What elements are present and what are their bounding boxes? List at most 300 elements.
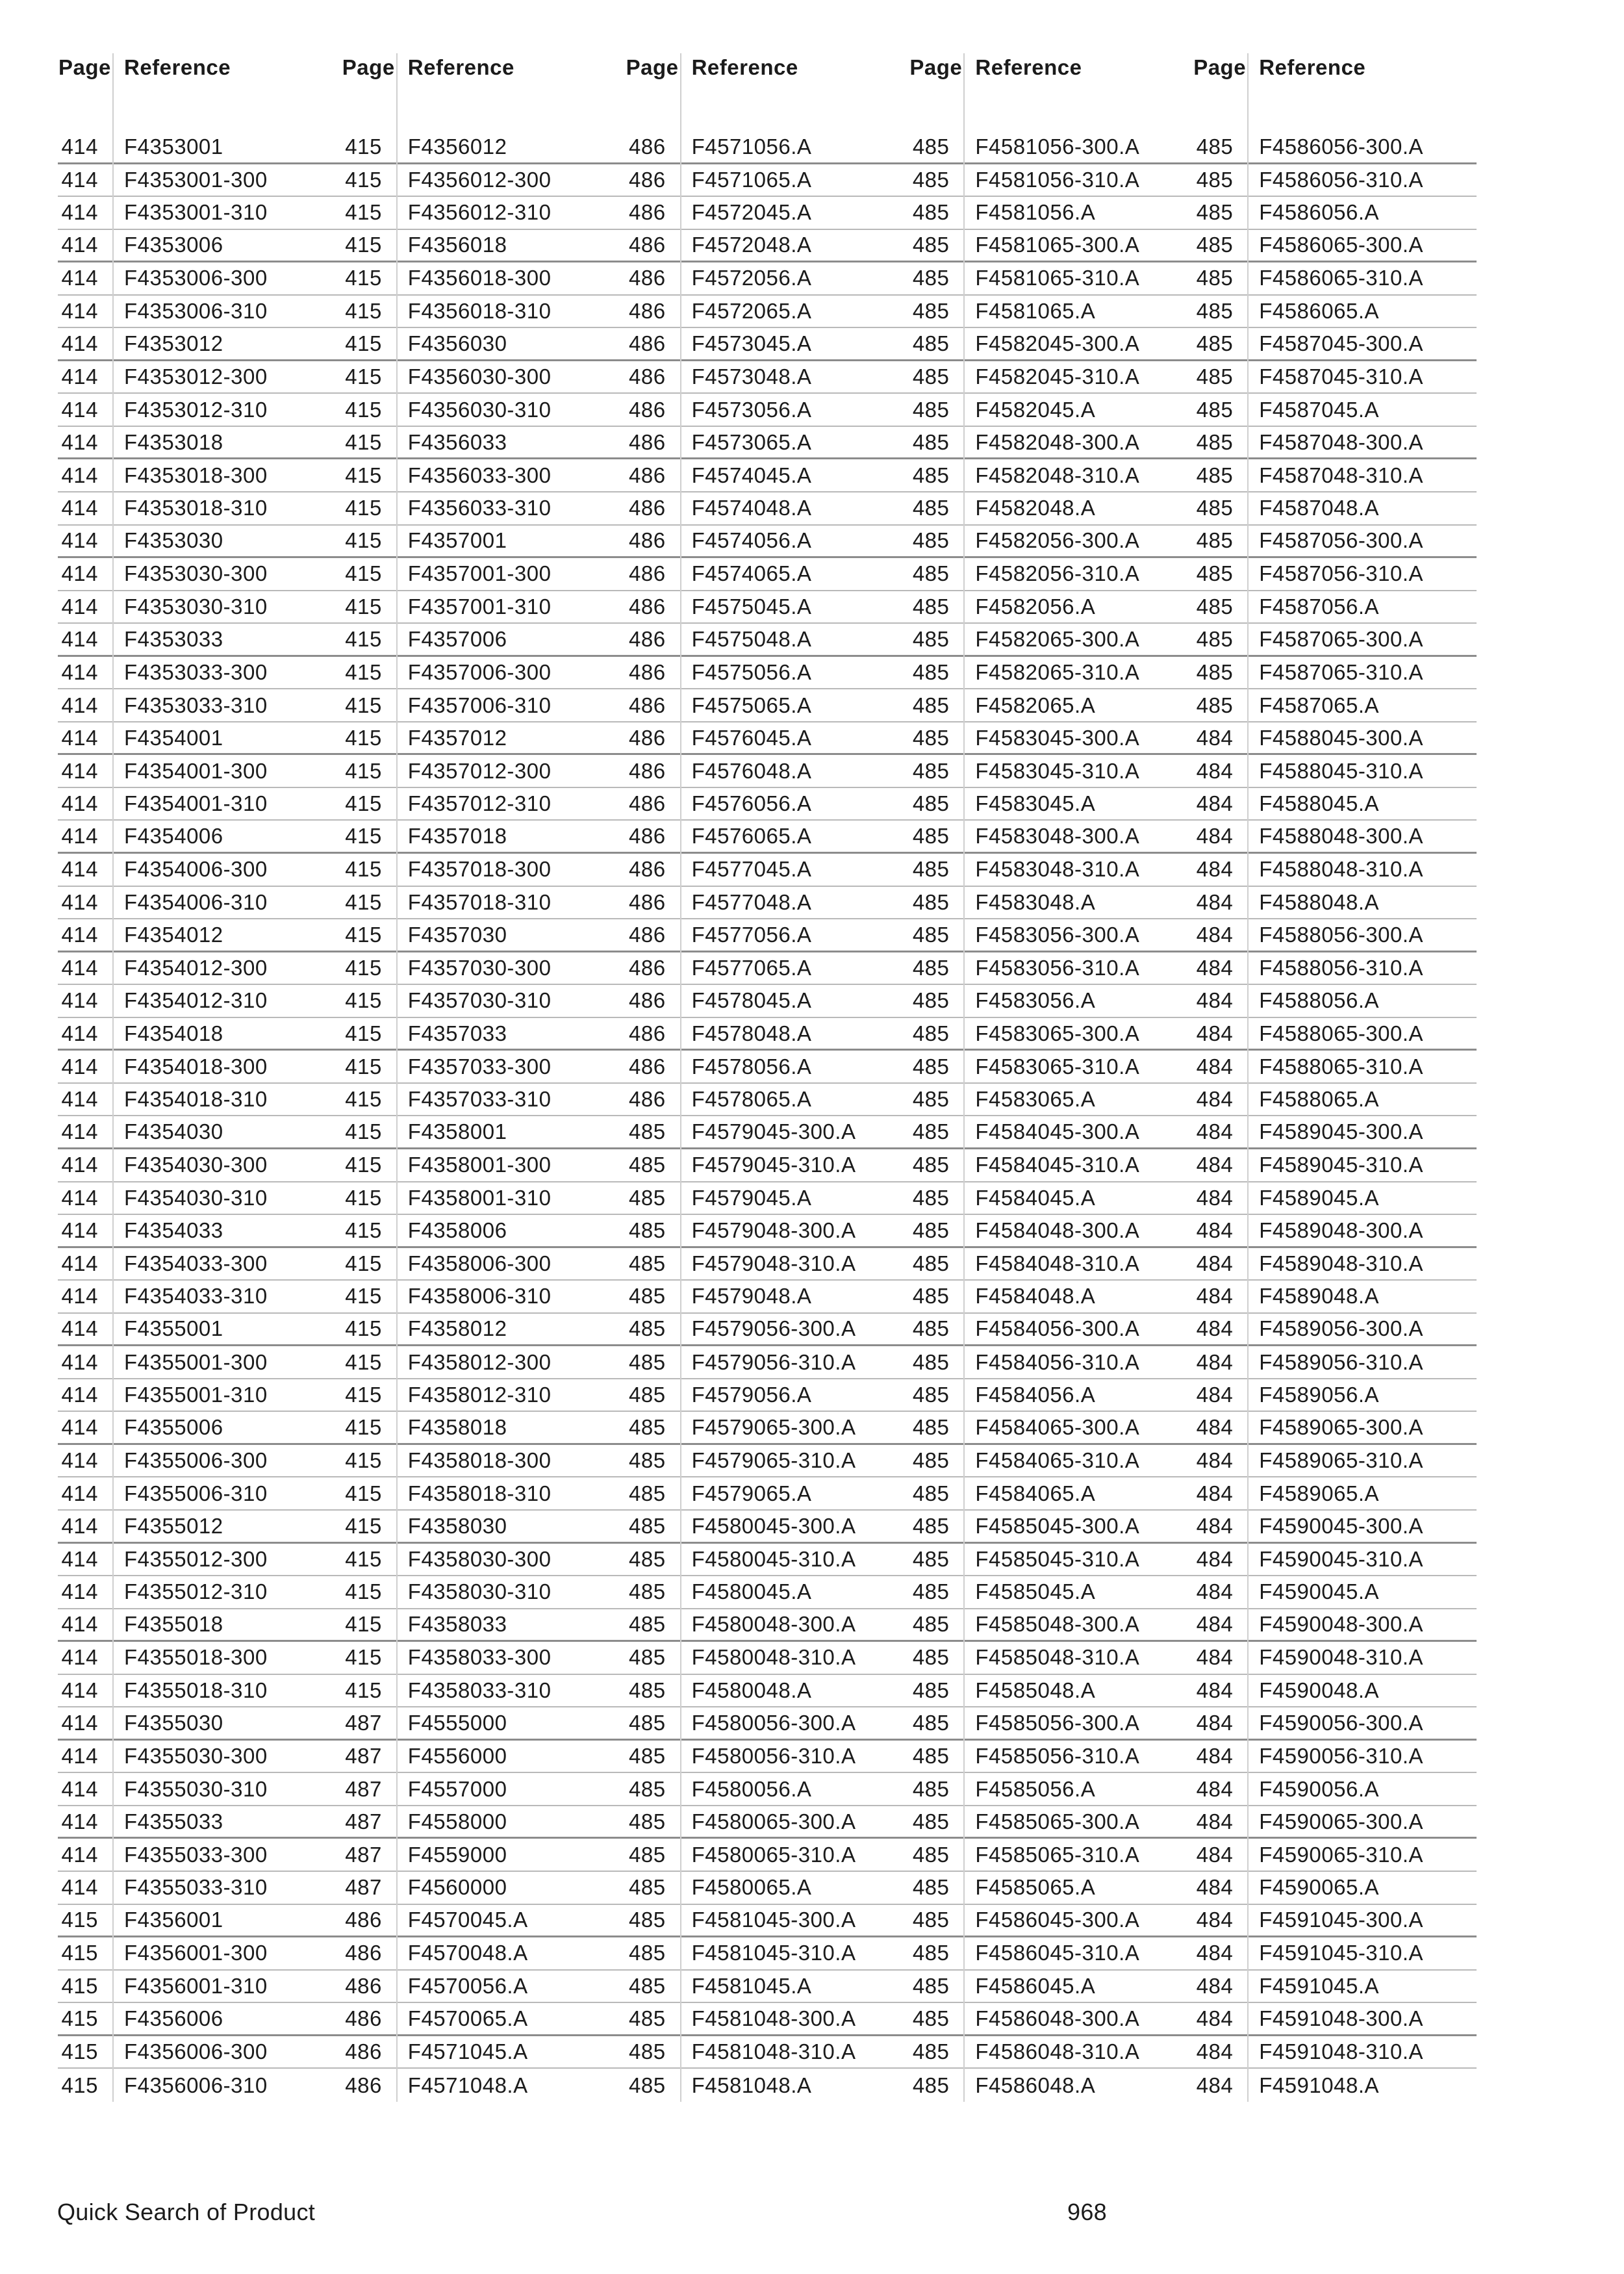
table-row <box>58 427 342 460</box>
footer-title: Quick Search of Product <box>57 2199 316 2225</box>
page-cell: 486 <box>629 693 666 717</box>
reference-cell: F4579065-310.A <box>691 1448 856 1473</box>
table-row <box>342 1445 626 1478</box>
reference-cell: F4584056-300.A <box>975 1316 1140 1341</box>
table-row <box>1193 164 1477 198</box>
table-row <box>626 1905 909 1938</box>
page-cell: 415 <box>345 955 382 980</box>
reference-cell: F4585045-300.A <box>975 1513 1140 1538</box>
page-cell: 484 <box>1196 1612 1234 1637</box>
reference-cell: F4580048-310.A <box>691 1645 856 1670</box>
table-row <box>342 1839 626 1872</box>
reference-cell: F4356030-310 <box>407 397 552 422</box>
page-cell: 415 <box>345 626 382 651</box>
reference-cell: F4356001-300 <box>124 1941 268 1965</box>
reference-cell: F4579048-300.A <box>691 1218 856 1242</box>
table-row <box>58 1872 342 1905</box>
reference-cell: F4586056-300.A <box>1259 134 1424 159</box>
page-cell: 486 <box>345 2073 382 2097</box>
reference-cell: F4582065.A <box>975 693 1096 717</box>
reference-cell: F4353012-300 <box>124 364 268 389</box>
reference-cell: F4355001 <box>124 1316 223 1341</box>
reference-cell: F4587056.A <box>1259 594 1379 619</box>
page-cell: 414 <box>61 1678 98 1702</box>
page-cell: 485 <box>629 1546 666 1571</box>
reference-cell: F4355006-310 <box>124 1481 268 1505</box>
reference-cell: F4590056-310.A <box>1259 1744 1424 1769</box>
reference-cell: F4581045.A <box>691 1973 812 1998</box>
page-cell: 484 <box>1196 1776 1234 1801</box>
page-cell: 415 <box>345 1119 382 1144</box>
reference-cell: F4355033 <box>124 1809 223 1833</box>
reference-cell: F4584048-310.A <box>975 1251 1140 1275</box>
table-row <box>626 1018 909 1051</box>
page-cell: 485 <box>629 1153 666 1177</box>
table-row <box>626 919 909 952</box>
table-row <box>58 1741 342 1774</box>
table-row <box>626 1544 909 1577</box>
reference-cell: F4590048-300.A <box>1259 1612 1424 1637</box>
page-cell: 485 <box>1196 561 1234 586</box>
page-cell: 486 <box>629 496 666 520</box>
table-row <box>626 1215 909 1248</box>
table-row <box>626 854 909 887</box>
page-cell: 485 <box>1196 331 1234 356</box>
table-row <box>909 1018 1193 1051</box>
page-cell: 485 <box>629 1415 666 1440</box>
table-row <box>626 1445 909 1478</box>
table-row <box>1193 1084 1477 1117</box>
page-cell: 415 <box>345 167 382 192</box>
page-cell: 485 <box>912 1513 950 1538</box>
reference-cell: F4581048-310.A <box>691 2039 856 2063</box>
reference-cell: F4585045.A <box>975 1579 1096 1604</box>
page-cell: 485 <box>912 364 950 389</box>
page-cell: 485 <box>912 725 950 750</box>
table-row <box>1193 526 1477 559</box>
page-cell: 484 <box>1196 955 1234 980</box>
page-cell: 414 <box>61 1383 98 1407</box>
reference-cell: F4589065.A <box>1259 1481 1379 1505</box>
reference-cell: F4574045.A <box>691 463 812 487</box>
reference-cell: F4357030-310 <box>407 988 552 1013</box>
table-row <box>909 492 1193 526</box>
table-row <box>909 1642 1193 1675</box>
table-row <box>626 230 909 263</box>
page-cell: 484 <box>1196 1513 1234 1538</box>
page-cell: 487 <box>345 1875 382 1900</box>
reference-cell: F4584065-310.A <box>975 1448 1140 1473</box>
column-group-2 <box>342 53 626 2102</box>
reference-cell: F4582056.A <box>975 594 1096 619</box>
reference-cell: F4357018-300 <box>407 857 552 882</box>
table-row <box>1193 558 1477 591</box>
page-cell: 486 <box>345 1908 382 1932</box>
reference-cell: F4353001-300 <box>124 167 268 192</box>
reference-cell: F4580065-310.A <box>691 1842 856 1867</box>
table-row <box>626 164 909 198</box>
reference-cell: F4590045.A <box>1259 1579 1379 1604</box>
reference-cell: F4590065-310.A <box>1259 1842 1424 1867</box>
table-row <box>342 1018 626 1051</box>
page-cell: 485 <box>912 1612 950 1637</box>
table-row <box>342 722 626 756</box>
table-row <box>909 296 1193 329</box>
table-row <box>342 1379 626 1412</box>
table-row <box>626 427 909 460</box>
page-cell: 485 <box>1196 660 1234 685</box>
table-row <box>909 1248 1193 1281</box>
page-cell: 485 <box>912 1153 950 1177</box>
table-row <box>1193 1379 1477 1412</box>
table-row <box>1193 131 1477 164</box>
table-row <box>342 1346 626 1379</box>
table-row <box>909 1576 1193 1609</box>
table-row <box>1193 624 1477 657</box>
reference-cell: F4590048.A <box>1259 1678 1379 1702</box>
table-row <box>909 1281 1193 1314</box>
table-row <box>1193 689 1477 722</box>
table-row <box>626 1314 909 1347</box>
table-row <box>909 689 1193 722</box>
reference-cell: F4584065.A <box>975 1481 1096 1505</box>
table-row <box>909 2003 1193 2036</box>
reference-cell: F4583065.A <box>975 1087 1096 1112</box>
table-row <box>342 328 626 361</box>
page-cell: 486 <box>629 955 666 980</box>
reference-cell: F4354033-310 <box>124 1284 268 1309</box>
reference-cell: F4584045.A <box>975 1185 1096 1210</box>
page-cell: 415 <box>345 1054 382 1079</box>
table-row <box>342 1806 626 1839</box>
page-cell: 486 <box>629 200 666 225</box>
reference-cell: F4353033 <box>124 626 223 651</box>
reference-cell: F4589048.A <box>1259 1284 1379 1309</box>
table-row <box>909 722 1193 756</box>
page-cell: 485 <box>629 1973 666 1998</box>
page-cell: 485 <box>912 1941 950 1965</box>
reference-cell: F4358012-300 <box>407 1349 552 1374</box>
reference-cell: F4353012-310 <box>124 397 268 422</box>
table-row <box>909 1511 1193 1544</box>
page-cell: 485 <box>629 1678 666 1702</box>
page-cell: 484 <box>1196 1448 1234 1473</box>
reference-cell: F4558000 <box>407 1809 507 1833</box>
reference-cell: F4589065-310.A <box>1259 1448 1424 1473</box>
column-group-4 <box>909 53 1193 2102</box>
table-row <box>909 427 1193 460</box>
table-row <box>1193 1971 1477 2004</box>
reference-cell: F4583065-300.A <box>975 1021 1140 1045</box>
reference-cell: F4587048-300.A <box>1259 429 1424 454</box>
page-cell: 414 <box>61 791 98 816</box>
page-cell: 485 <box>629 1908 666 1932</box>
table-row <box>909 1051 1193 1084</box>
reference-cell: F4582045-300.A <box>975 331 1140 356</box>
page-cell: 485 <box>912 1645 950 1670</box>
column-divider <box>963 53 965 2102</box>
reference-cell: F4581045-310.A <box>691 1941 856 1965</box>
table-row <box>58 887 342 920</box>
reference-cell: F4580065-300.A <box>691 1809 856 1833</box>
table-row <box>1193 887 1477 920</box>
page-cell: 414 <box>61 1513 98 1538</box>
reference-cell: F4357001-310 <box>407 594 552 619</box>
reference-cell: F4584045-300.A <box>975 1119 1140 1144</box>
page-cell: 414 <box>61 1087 98 1112</box>
table-row <box>1193 1412 1477 1445</box>
table-row <box>909 1839 1193 1872</box>
reference-cell: F4354001-310 <box>124 791 268 816</box>
table-row <box>626 1149 909 1182</box>
page-cell: 485 <box>912 758 950 783</box>
table-row <box>58 1576 342 1609</box>
column-header <box>626 53 909 131</box>
table-row <box>626 2036 909 2069</box>
table-row <box>909 394 1193 427</box>
table-row <box>1193 1609 1477 1642</box>
table-row <box>58 1773 342 1806</box>
page-cell: 485 <box>629 1251 666 1275</box>
reference-cell: F4588048.A <box>1259 889 1379 914</box>
table-row <box>909 1477 1193 1511</box>
reference-cell: F4355030-300 <box>124 1744 268 1769</box>
table-row <box>342 1544 626 1577</box>
reference-cell: F4559000 <box>407 1842 507 1867</box>
column-divider <box>396 53 398 2102</box>
page-cell: 485 <box>629 1776 666 1801</box>
page-cell: 414 <box>61 824 98 849</box>
page-cell: 486 <box>629 429 666 454</box>
reference-cell: F4581048-300.A <box>691 2006 856 2030</box>
table-row <box>909 919 1193 952</box>
page-cell: 486 <box>629 233 666 257</box>
reference-cell: F4570045.A <box>407 1908 528 1932</box>
table-row <box>342 296 626 329</box>
page-cell: 484 <box>1196 1842 1234 1867</box>
page-cell: 485 <box>912 167 950 192</box>
reference-cell: F4353001-310 <box>124 200 268 225</box>
table-row <box>1193 427 1477 460</box>
reference-cell: F4358006-300 <box>407 1251 552 1275</box>
reference-cell: F4575048.A <box>691 626 812 651</box>
page-cell: 415 <box>345 1021 382 1045</box>
table-row <box>626 1675 909 1708</box>
table-row <box>342 1182 626 1216</box>
reference-cell: F4590045-310.A <box>1259 1546 1424 1571</box>
reference-cell: F4588056-300.A <box>1259 922 1424 947</box>
page-cell: 414 <box>61 134 98 159</box>
page-cell: 414 <box>61 1185 98 1210</box>
table-row <box>909 262 1193 296</box>
table-row <box>342 1707 626 1741</box>
reference-cell: F4591048-300.A <box>1259 2006 1424 2030</box>
reference-cell: F4582048-310.A <box>975 463 1140 487</box>
reference-cell: F4356006-300 <box>124 2039 268 2063</box>
table-row <box>909 164 1193 198</box>
table-row <box>342 558 626 591</box>
page-cell: 485 <box>912 1218 950 1242</box>
page-cell: 414 <box>61 1316 98 1341</box>
page-cell: 486 <box>629 1087 666 1112</box>
reference-cell: F4584048.A <box>975 1284 1096 1309</box>
table-row <box>58 854 342 887</box>
reference-cell: F4358001-300 <box>407 1153 552 1177</box>
reference-cell: F4587048.A <box>1259 496 1379 520</box>
page-cell: 415 <box>345 1448 382 1473</box>
column-header <box>342 53 626 131</box>
table-row <box>626 755 909 788</box>
reference-cell: F4591048-310.A <box>1259 2039 1424 2063</box>
reference-cell: F4353012 <box>124 331 223 356</box>
table-row <box>626 1379 909 1412</box>
reference-column-label: Reference <box>691 55 798 79</box>
reference-cell: F4353006-300 <box>124 266 268 290</box>
reference-cell: F4353030 <box>124 528 223 553</box>
page-cell: 484 <box>1196 791 1234 816</box>
table-row <box>909 1445 1193 1478</box>
table-row <box>342 1609 626 1642</box>
page-cell: 485 <box>912 561 950 586</box>
page-cell: 484 <box>1196 1546 1234 1571</box>
reference-cell: F4580045-300.A <box>691 1513 856 1538</box>
page-cell: 484 <box>1196 725 1234 750</box>
reference-cell: F4573045.A <box>691 331 812 356</box>
table-row <box>58 1445 342 1478</box>
reference-cell: F4356006-310 <box>124 2073 268 2097</box>
table-row <box>342 854 626 887</box>
page-cell: 415 <box>345 791 382 816</box>
page-cell: 486 <box>629 364 666 389</box>
page-cell: 484 <box>1196 1218 1234 1242</box>
table-row <box>909 624 1193 657</box>
reference-cell: F4587056-310.A <box>1259 561 1424 586</box>
page-cell: 485 <box>912 233 950 257</box>
page-cell: 485 <box>629 1119 666 1144</box>
reference-cell: F4353006 <box>124 233 223 257</box>
reference-cell: F4358033-310 <box>407 1678 552 1702</box>
page-cell: 484 <box>1196 1054 1234 1079</box>
reference-cell: F4590048-310.A <box>1259 1645 1424 1670</box>
page-cell: 484 <box>1196 1185 1234 1210</box>
table-row <box>1193 459 1477 492</box>
page-column-label: Page <box>626 55 679 79</box>
table-row <box>58 1281 342 1314</box>
page-cell: 485 <box>1196 463 1234 487</box>
reference-cell: F4356001-310 <box>124 1973 268 1998</box>
table-row <box>1193 361 1477 394</box>
page-cell: 485 <box>912 1481 950 1505</box>
page-cell: 486 <box>629 791 666 816</box>
page-cell: 485 <box>912 1251 950 1275</box>
table-row <box>1193 1281 1477 1314</box>
table-row <box>909 1872 1193 1905</box>
reference-cell: F4589045-300.A <box>1259 1119 1424 1144</box>
table-row <box>909 788 1193 821</box>
reference-cell: F4572065.A <box>691 299 812 323</box>
page-cell: 486 <box>629 266 666 290</box>
reference-cell: F4358033-300 <box>407 1645 552 1670</box>
table-row <box>58 197 342 230</box>
reference-cell: F4580056.A <box>691 1776 812 1801</box>
page-cell: 414 <box>61 233 98 257</box>
page-cell: 485 <box>912 1875 950 1900</box>
table-row <box>909 328 1193 361</box>
page-cell: 414 <box>61 200 98 225</box>
page-cell: 414 <box>61 1284 98 1309</box>
page-cell: 485 <box>629 1513 666 1538</box>
reference-cell: F4589045-310.A <box>1259 1153 1424 1177</box>
reference-cell: F4358030 <box>407 1513 507 1538</box>
reference-cell: F4353018-310 <box>124 496 268 520</box>
table-row <box>58 1544 342 1577</box>
page-cell: 486 <box>345 1941 382 1965</box>
table-row <box>58 1642 342 1675</box>
page-cell: 414 <box>61 1546 98 1571</box>
page-column-label: Page <box>1193 55 1247 79</box>
reference-cell: F4355030-310 <box>124 1776 268 1801</box>
table-row <box>626 591 909 624</box>
page-cell: 485 <box>1196 496 1234 520</box>
table-row <box>342 887 626 920</box>
page-cell: 414 <box>61 1415 98 1440</box>
reference-cell: F4357033-300 <box>407 1054 552 1079</box>
table-row <box>909 755 1193 788</box>
table-row <box>1193 1806 1477 1839</box>
reference-cell: F4355001-300 <box>124 1349 268 1374</box>
reference-cell: F4588065-310.A <box>1259 1054 1424 1079</box>
reference-cell: F4354033 <box>124 1218 223 1242</box>
page-cell: 414 <box>61 1776 98 1801</box>
table-row <box>1193 1839 1477 1872</box>
page-cell: 485 <box>1196 364 1234 389</box>
page-cell: 415 <box>345 693 382 717</box>
reference-cell: F4353006-310 <box>124 299 268 323</box>
reference-cell: F4358006 <box>407 1218 507 1242</box>
page-cell: 486 <box>629 134 666 159</box>
page-cell: 487 <box>345 1744 382 1769</box>
table-row <box>342 262 626 296</box>
reference-cell: F4587045.A <box>1259 397 1379 422</box>
table-row <box>342 1412 626 1445</box>
table-row <box>909 1971 1193 2004</box>
page-cell: 414 <box>61 1021 98 1045</box>
column-group-1 <box>58 53 342 2102</box>
reference-cell: F4576048.A <box>691 758 812 783</box>
page-cell: 485 <box>912 1448 950 1473</box>
column-divider <box>112 53 114 2102</box>
table-row <box>58 1675 342 1708</box>
table-row <box>58 821 342 854</box>
table-row <box>342 197 626 230</box>
table-row <box>58 1182 342 1216</box>
page-cell: 415 <box>345 725 382 750</box>
reference-cell: F4571065.A <box>691 167 812 192</box>
page-cell: 486 <box>629 167 666 192</box>
table-row <box>626 1773 909 1806</box>
table-row <box>58 1379 342 1412</box>
table-row <box>58 1346 342 1379</box>
table-row <box>626 2003 909 2036</box>
page-cell: 485 <box>912 1842 950 1867</box>
page-cell: 415 <box>345 1316 382 1341</box>
page-cell: 484 <box>1196 1809 1234 1833</box>
reference-cell: F4354018-300 <box>124 1054 268 1079</box>
table-row <box>342 689 626 722</box>
reference-cell: F4578045.A <box>691 988 812 1013</box>
reference-cell: F4572056.A <box>691 266 812 290</box>
table-row <box>626 722 909 756</box>
